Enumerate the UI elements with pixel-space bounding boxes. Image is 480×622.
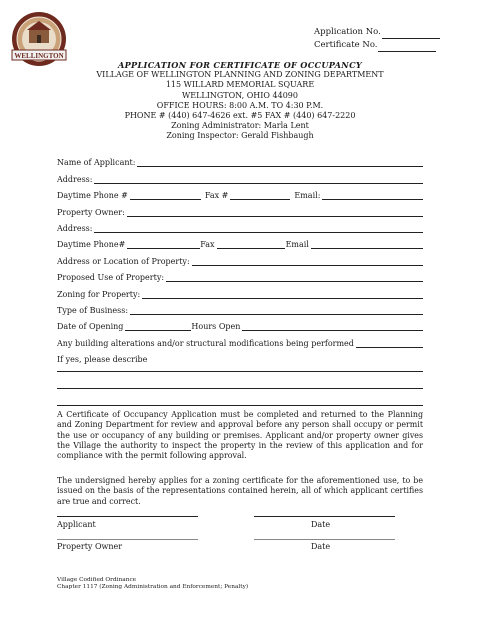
fax-label: Fax # [204,191,229,201]
opening-date-field[interactable] [125,321,191,331]
application-no-field[interactable] [382,29,440,39]
application-form [57,151,423,364]
email-label: Email: [294,191,321,201]
describe-line-1[interactable] [57,371,423,372]
property-location-label: Address or Location of Property: [57,256,190,266]
owner-address-field[interactable] [94,223,423,233]
zoning-administrator: Zoning Administrator: Marla Lent [171,121,309,131]
department-name: VILLAGE OF WELLINGTON PLANNING AND ZONING DEPARTMENT [96,70,384,80]
document-header [0,60,480,142]
address-label: Address: [57,174,93,184]
opening-date-label: Date of Opening [57,322,124,332]
applicant-date-label: Date [311,520,331,529]
daytime-phone-label: Daytime Phone # [57,191,128,201]
address-field[interactable] [94,174,423,184]
proposed-use-label: Proposed Use of Property: [57,273,165,283]
property-owner-label: Property Owner: [57,207,125,217]
owner-date-label: Date [311,542,331,551]
owner-email-label: Email [285,240,309,250]
reference-numbers [314,26,440,52]
certification-paragraph: The undersigned hereby applies for a zoning certificate for the aforementioned use, to be issued on the basis of the representations contained herein, all of which applicant certifies are true and correct. [57,476,423,506]
describe-line-2[interactable] [57,388,423,389]
zoning-inspector: Zoning Inspector: Gerald Fishbaugh [166,131,314,141]
city-state-zip: WELLINGTON, OHIO 44090 [182,90,298,100]
owner-date-line[interactable] [254,539,395,540]
describe-label: If yes, please describe [57,355,148,365]
notice-paragraph: A Certificate of Occupancy Application must be completed and returned to the Planning and Zoning Department for review and approval before any person shall occupy or permit the use or occupancy of any building or premises. Applicant and/or property owner gives the Village the authority to inspect the property in the review of this application and for compliance with the permit following approval. [57,410,423,461]
certificate-no-field[interactable] [378,42,436,52]
owner-address-label: Address: [57,223,93,233]
footer-citation [57,577,248,592]
certificate-no-label: Certificate No. [314,40,378,50]
street-address: 115 WILLARD MEMORIAL SQUARE [165,80,315,90]
describe-line-3[interactable] [57,405,423,406]
owner-daytime-phone-field[interactable] [127,239,200,249]
fax-field[interactable] [230,190,290,200]
applicant-name-field[interactable] [137,157,423,167]
alterations-label: Any building alterations and/or structural modifications being performed [57,338,354,348]
hours-open-label: Hours Open [191,322,241,332]
office-hours: OFFICE HOURS: 8:00 A.M. TO 4:30 P.M. [156,100,324,110]
applicant-label: Applicant [57,520,96,529]
property-owner-field[interactable] [127,207,423,217]
business-type-label: Type of Business: [57,305,129,315]
proposed-use-field[interactable] [166,272,423,282]
footer-line-1: Village Codified Ordinance [57,577,137,583]
property-owner-label: Property Owner [57,542,123,551]
owner-fax-field[interactable] [217,239,285,249]
seal-text: WELLINGTON [14,52,64,60]
business-type-field[interactable] [130,305,423,315]
alterations-field[interactable] [356,338,423,348]
property-location-field[interactable] [192,256,423,266]
footer-line-2: Chapter 1117 (Zoning Administration and Enforcement; Penalty) [57,584,249,591]
applicant-signature-line[interactable] [57,516,198,517]
application-no-label: Application No. [314,27,381,37]
document-title: APPLICATION FOR CERTIFICATE OF OCCUPANCY [117,60,363,70]
applicant-name-label: Name of Applicant: [57,158,136,168]
owner-daytime-phone-label: Daytime Phone# [57,240,126,250]
owner-email-field[interactable] [311,239,423,249]
owner-fax-label: Fax [200,240,215,250]
hours-open-field[interactable] [242,321,423,331]
daytime-phone-field[interactable] [130,190,201,200]
applicant-date-line[interactable] [254,516,395,517]
email-field[interactable] [322,190,423,200]
zoning-field[interactable] [142,289,423,299]
owner-signature-line[interactable] [57,539,198,540]
phone-fax: PHONE # (440) 647-4626 ext. #5 FAX # (440) 647-2220 [124,111,356,121]
zoning-label: Zoning for Property: [57,289,141,299]
